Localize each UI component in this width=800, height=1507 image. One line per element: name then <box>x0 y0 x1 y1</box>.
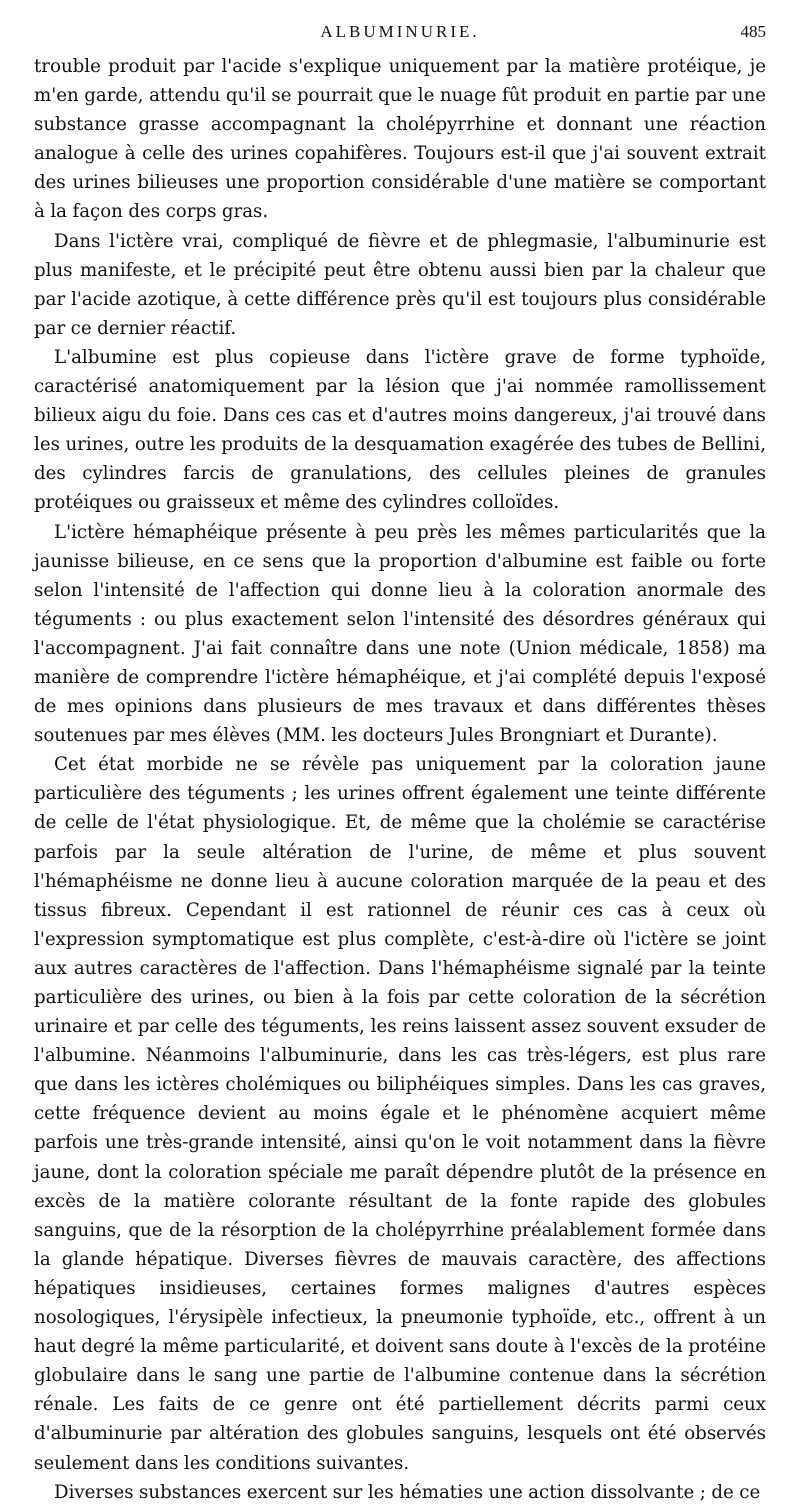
text-body <box>34 52 766 1507</box>
book-page <box>34 0 766 1503</box>
paragraph-substances: Diverses substances exercent sur les hématies une action dissolvante ; de ce <box>54 1481 761 1503</box>
page-number: 485 <box>740 22 766 41</box>
paragraph-continuation: trouble produit par l'acide s'explique uniquement par la matière protéique, je m'en garde, attendu qu'il se pourrait que le nuage fût produit en partie par une substance grasse accompagnant la cholépyrrhine et donnant une réaction analogue à celle des urines copahifères. Toujours est-il que j'ai souvent extrait des urines bilieuses une proportion considérable d'une matière se comportant à la façon des corps gras. <box>34 56 766 223</box>
paragraph-ictere-grave: L'albumine est plus copieuse dans l'ictère grave de forme typhoïde, caractérisé anatomiquement par la lésion que j'ai nommée ramollissement bilieux aigu du foie. Dans ces cas et d'autres moins dangereux, j'ai trouvé dans les urines, outre les produits de la desquamation exagérée des tubes de Bellini, des cylindres farcis de granulations, des cellules pleines de granules protéiques ou graisseux et même des cylindres colloïdes. <box>34 346 766 514</box>
paragraph-etat-morbide: Cet état morbide ne se révèle pas uniquement par la coloration jaune particulière des téguments ; les urines offrent également une teinte différente de celle de l'état physiologique. Et, de même que la cholémie se caractérise parfois par la seule altération de l'urine, de même et plus souvent l'hémaphéisme ne donne lieu à aucune coloration marquée de la peau et des tissus fibreux. Cependant il est rationnel de réunir ces cas à ceux où l'expression symptomatique est plus complète, c'est-à-dire où l'ictère se joint aux autres caractères de l'affection. Dans l'hémaphéisme signalé par la teinte particulière des urines, ou bien à la fois par cette coloration de la sécrétion urinaire et par celle des téguments, les reins laissent assez souvent exsuder de l'albumine. Néanmoins l'albuminurie, dans les cas très-légers, est plus rare que dans les ictères cholémiques ou biliphéiques simples. Dans les cas graves, cette fréquence devient au moins égale et le phénomène acquiert même parfois une très-grande intensité, ainsi qu'on le voit notamment dans la fièvre jaune, dont la coloration spéciale me paraît dépendre plutôt de la présence en excès de la matière colorante résultant de la fonte rapide des globules sanguins, que de la résorption de la cholépyrrhine préalablement formée dans la glande hépatique. Diverses fièvres de mauvais caractère, des affections hépatiques insidieuses, certaines formes malignes d'autres espèces nosologiques, l'érysipèle infectieux, la pneumonie typhoïde, etc., offrent à un haut degré la même particularité, et doivent sans doute à l'excès de la protéine globulaire dans le sang une partie de l'albumine contenue dans la sécrétion rénale. Les faits de ce genre ont été partiellement décrits parmi ceux d'albuminurie par altération des globules sanguins, lesquels ont été observés seulement dans les conditions suivantes. <box>34 754 766 1474</box>
paragraph-ictere-vrai: Dans l'ictère vrai, compliqué de fièvre et de phlegmasie, l'albuminurie est plus manifeste, et le précipité peut être obtenu aussi bien par la chaleur que par l'acide azotique, à cette différence près qu'il est toujours plus considérable par ce dernier réactif. <box>34 230 766 339</box>
running-title: ALBUMINURIE. <box>320 22 480 41</box>
paragraph-ictere-hemapheique: L'ictère hémaphéique présente à peu près les mêmes particularités que la jaunisse bilieuse, en ce sens que la proportion d'albumine est faible ou forte selon l'intensité de l'affection qui donne lieu à la coloration anormale des téguments : ou plus exactement selon l'intensité des désordres généraux qui l'accompagnent. J'ai fait connaître dans une note (Union médicale, 1858) ma manière de comprendre l'ictère hémaphéique, et j'ai complété depuis l'exposé de mes opinions dans plusieurs de mes travaux et dans différentes thèses soutenues par mes élèves (MM. les docteurs Jules Brongniart et Durante). <box>34 521 766 747</box>
running-head <box>34 0 766 52</box>
